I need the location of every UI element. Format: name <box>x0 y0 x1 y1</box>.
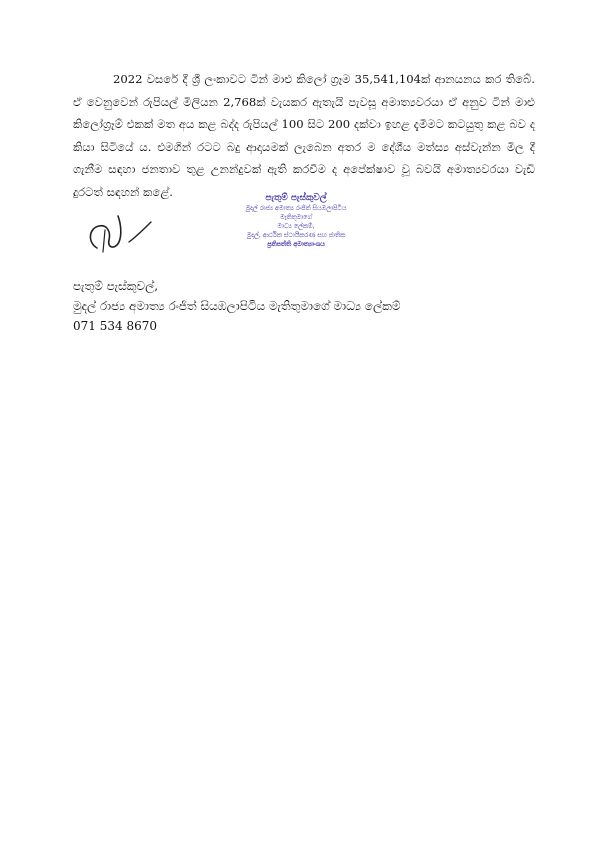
contact-phone: 071 534 8670 <box>73 319 157 333</box>
signature-block <box>85 192 385 272</box>
stamp-name: පැතුම් පැස්කුවල් <box>265 193 327 203</box>
stamp-line-5: ප්‍රතිපත්ති අමාත්‍යාංශය <box>267 241 325 248</box>
body-paragraph: 2022 වසරේ දී ශ්‍රී ලංකාවට ටින් මාළු කිලෝ ග්‍රෑම 35,541,104ක් ආනයනය කර තිබේ. ඒ වෙනුවෙන් රුපියල් මිලියන 2,768ක් වැයකර ඇතැයි පැවසූ අමාත්‍යවරයා ඒ අනුව ටින් මාළු කිලෝග්‍රෑම් එකක් මත අය කළ බද්ද රුපියල් 100 සිට 200 දක්වා ඉහළ දැමීමට කටයුතු කළ බව ද කියා සිටියේ ය. එමගින් රටට බදු ආදායමක් ලැබෙන අතර ම දේශීය මත්ස්‍ය අස්වැන්න මිල දී ගැනීම සඳහා ජනතාව තුළ උනන්දුවක් ඇති කරවීම ද අපේක්ෂාව වූ බවයි අමාත්‍යවරයා වැඩි දුරටත් සඳහන් කළේ. <box>73 72 535 199</box>
stamp-line-3: මාධ්‍ය ලේකම්, <box>277 223 315 230</box>
stamp-line-1: මුදල් රාජ්‍ය අමාත්‍ය රංජිත් සියඹලාපිටිය <box>245 205 347 212</box>
official-stamp <box>206 192 386 249</box>
contact-block <box>73 276 401 336</box>
stamp-line-4: මුදල්, ආර්ථික ස්ථායීකරණ සහ ජාතික <box>246 232 346 239</box>
stamp-line-2: මැතිතුමාගේ <box>280 214 312 221</box>
contact-name: පැතුම් පැස්කුවල්, <box>73 279 159 293</box>
contact-title: මුදල් රාජ්‍ය අමාත්‍ය රංජිත් සියඹලාපිටිය මැතිතුමාගේ මාධ්‍ය ලේකම් <box>73 299 401 313</box>
handwritten-signature <box>85 202 165 262</box>
